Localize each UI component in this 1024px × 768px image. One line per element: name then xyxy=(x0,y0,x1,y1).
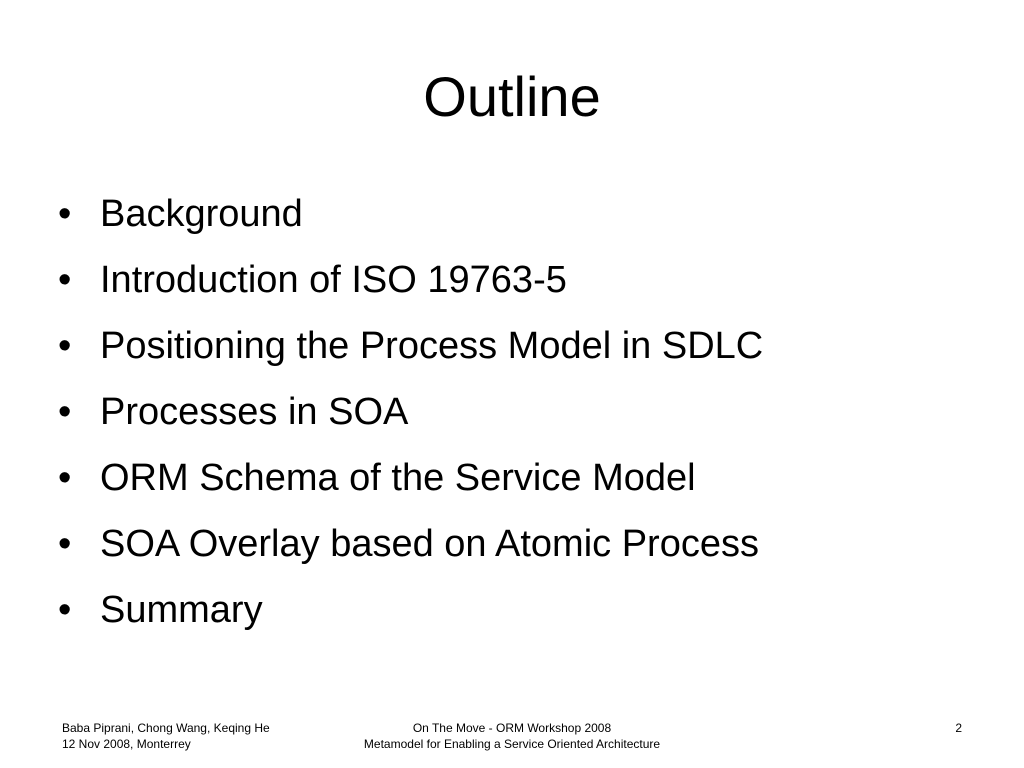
bullet-text: Positioning the Process Model in SDLC xyxy=(100,325,764,367)
bullet-item xyxy=(58,448,763,514)
bullet-icon: • xyxy=(58,457,72,499)
bullet-text: ORM Schema of the Service Model xyxy=(100,457,696,499)
bullet-text: SOA Overlay based on Atomic Process xyxy=(100,523,759,565)
footer-right xyxy=(900,720,962,736)
slide-title: Outline xyxy=(423,65,601,128)
bullet-icon: • xyxy=(58,193,72,235)
bullet-icon: • xyxy=(58,325,72,367)
bullet-text: Summary xyxy=(100,589,263,631)
bullet-text: Processes in SOA xyxy=(100,391,409,433)
bullet-icon: • xyxy=(58,391,72,433)
footer-center xyxy=(322,720,702,752)
bullet-icon: • xyxy=(58,259,72,301)
bullet-text: Background xyxy=(100,193,303,235)
bullet-item xyxy=(58,316,763,382)
footer-left xyxy=(62,720,270,752)
bullet-item xyxy=(58,514,763,580)
bullet-icon: • xyxy=(58,589,72,631)
bullet-list xyxy=(58,184,763,646)
footer-event: On The Move - ORM Workshop 2008 xyxy=(412,721,612,735)
bullet-item xyxy=(58,382,763,448)
footer-authors: Baba Piprani, Chong Wang, Keqing He xyxy=(62,721,270,735)
bullet-text: Introduction of ISO 19763-5 xyxy=(100,259,567,301)
footer-date-location: 12 Nov 2008, Monterrey xyxy=(62,737,191,751)
bullet-item xyxy=(58,184,763,250)
bullet-item xyxy=(58,250,763,316)
footer-paper-title: Metamodel for Enabling a Service Oriented Architecture xyxy=(363,737,661,751)
bullet-item xyxy=(58,580,763,646)
bullet-icon: • xyxy=(58,523,72,565)
page-number: 2 xyxy=(955,721,962,735)
